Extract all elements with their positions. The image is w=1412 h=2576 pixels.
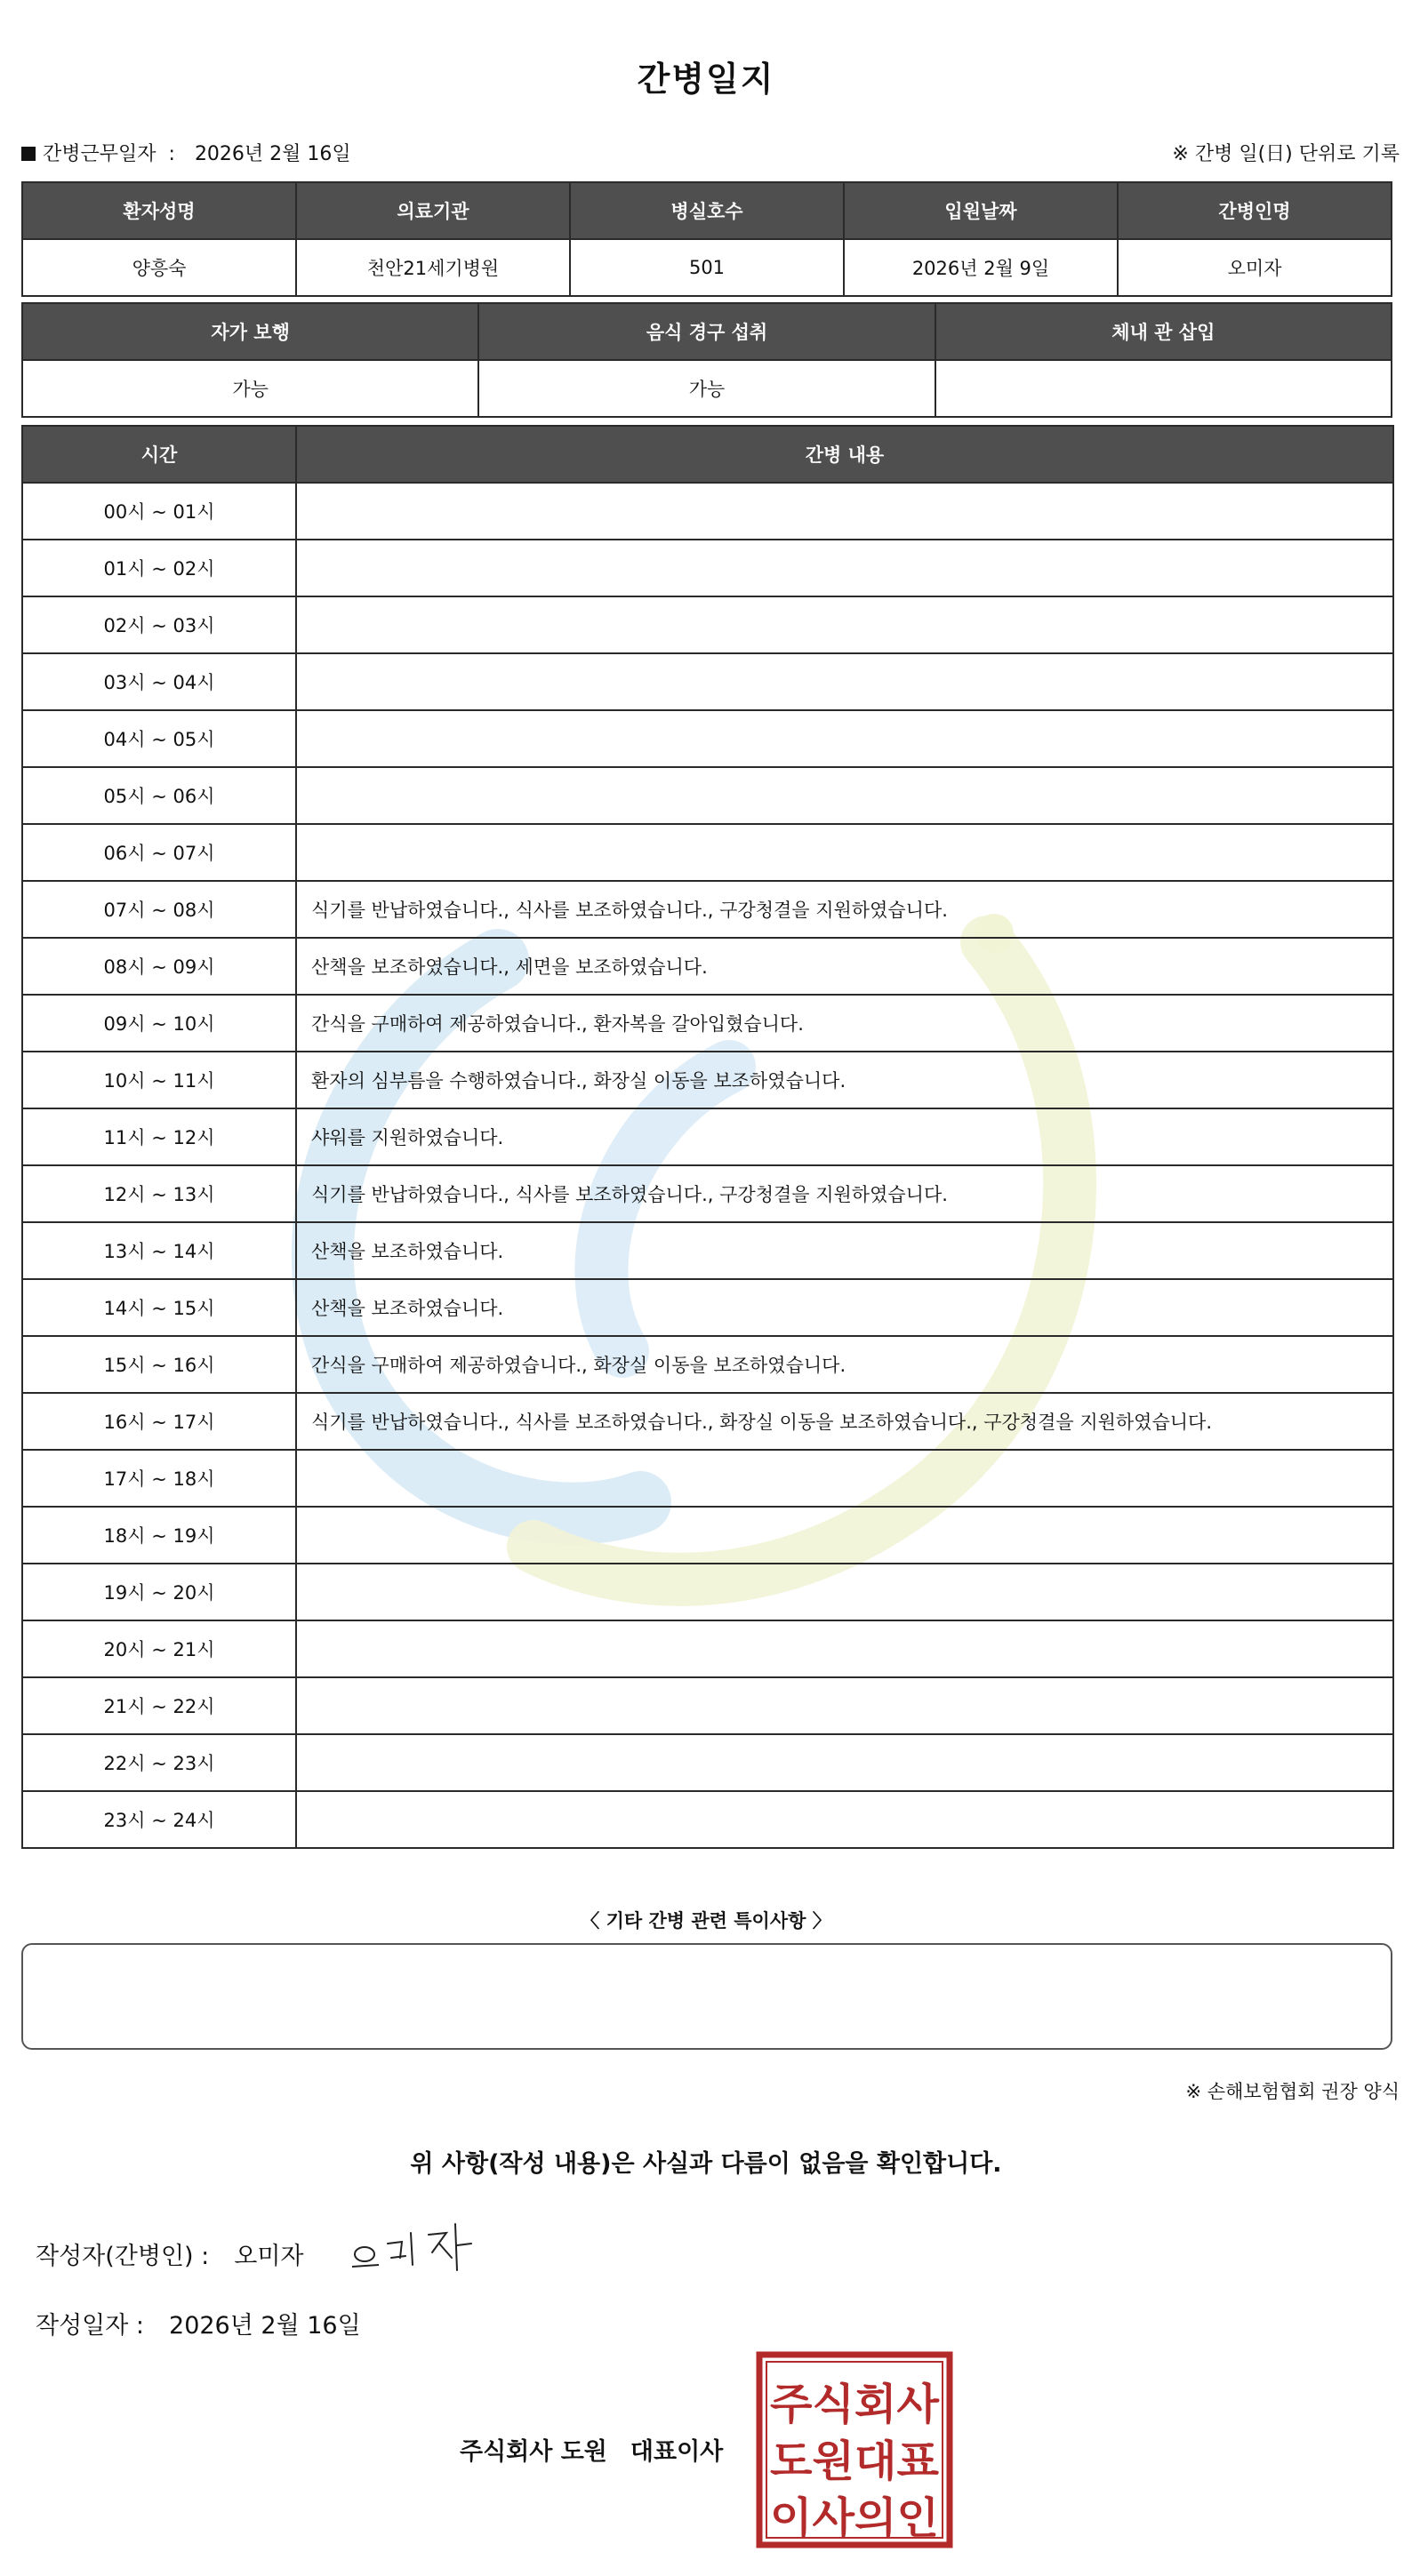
table-row [22,767,1393,824]
row-time: 20시 ~ 21시 [22,1620,296,1677]
row-care-content [296,483,1393,540]
svg-text:도원대표: 도원대표 [770,2436,940,2486]
work-date-separator: : [168,143,175,165]
table-row [22,710,1393,767]
row-care-content [296,767,1393,824]
row-care-content [296,596,1393,653]
patient-info-table [21,181,1392,297]
table-row [22,938,1393,995]
black-square-icon [21,147,36,161]
row-care-content: 산책을 보조하였습니다. [296,1279,1393,1336]
header-care-content: 간병 내용 [296,426,1393,483]
table-row [22,596,1393,653]
row-care-content [296,710,1393,767]
row-time: 11시 ~ 12시 [22,1108,296,1165]
row-care-content [296,1564,1393,1620]
company-name: 주식회사 도원 [460,2438,607,2466]
table-row [22,540,1393,596]
company-seal-stamp [756,2351,953,2548]
row-care-content [296,540,1393,596]
header-time: 시간 [22,426,296,483]
written-date-label: 작성일자 : [36,2312,145,2340]
row-time: 04시 ~ 05시 [22,710,296,767]
row-care-content: 샤워를 지원하였습니다. [296,1108,1393,1165]
row-time: 14시 ~ 15시 [22,1279,296,1336]
tube-insertion-value [935,360,1392,417]
header-oral-intake: 음식 경구 섭취 [478,303,935,360]
header-caregiver-name: 간병인명 [1118,182,1392,239]
row-care-content [296,1620,1393,1677]
recommend-note: ※ 손해보험협회 권장 양식 [1185,2081,1400,2102]
row-time: 06시 ~ 07시 [22,824,296,881]
row-care-content [296,1734,1393,1791]
table-row [22,1165,1393,1222]
work-date-label: 간병근무일자 [43,143,156,165]
confirmation-statement: 위 사항(작성 내용)은 사실과 다름이 없음을 확인합니다. [410,2150,1002,2178]
table-row [22,1279,1393,1336]
special-notes-title: 〈 기타 간병 관련 특이사항 〉 [581,1910,831,1932]
row-time: 02시 ~ 03시 [22,596,296,653]
special-notes-box [21,1943,1392,2050]
svg-text:이사의인: 이사의인 [770,2493,939,2543]
header-admission-date: 입원날짜 [844,182,1118,239]
table-row [22,1507,1393,1564]
care-log-table [21,425,1394,1849]
row-care-content: 산책을 보조하였습니다., 세면을 보조하였습니다. [296,938,1393,995]
company-ceo-title: 대표이사 [630,2438,724,2466]
row-time: 08시 ~ 09시 [22,938,296,995]
svg-text:주식회사: 주식회사 [770,2380,940,2429]
row-time: 03시 ~ 04시 [22,653,296,710]
row-care-content [296,824,1393,881]
row-care-content: 식기를 반납하였습니다., 식사를 보조하였습니다., 구강청결을 지원하였습니다. [296,881,1393,938]
hospital-name: 천안21세기병원 [296,239,570,296]
writer-name: 오미자 [234,2243,304,2270]
oral-intake-value: 가능 [478,360,935,417]
table-row [22,653,1393,710]
table-row [22,1791,1393,1848]
row-time: 21시 ~ 22시 [22,1677,296,1734]
row-time: 22시 ~ 23시 [22,1734,296,1791]
room-number: 501 [570,239,844,296]
row-time: 00시 ~ 01시 [22,483,296,540]
table-row [22,1052,1393,1108]
row-time: 10시 ~ 11시 [22,1052,296,1108]
table-row [22,1620,1393,1677]
table-row [22,995,1393,1052]
row-time: 19시 ~ 20시 [22,1564,296,1620]
row-care-content [296,1677,1393,1734]
row-care-content: 산책을 보조하였습니다. [296,1222,1393,1279]
table-row [22,1677,1393,1734]
writer-label: 작성자(간병인) : [36,2243,210,2270]
company-line [460,2432,723,2467]
work-date-line [21,139,351,166]
row-care-content [296,653,1393,710]
written-date-line [36,2306,361,2340]
row-time: 18시 ~ 19시 [22,1507,296,1564]
table-row [22,881,1393,938]
patient-name: 양흥숙 [22,239,296,296]
patient-status-table [21,302,1392,418]
row-care-content: 간식을 구매하여 제공하였습니다., 환자복을 갈아입혔습니다. [296,995,1393,1052]
row-time: 15시 ~ 16시 [22,1336,296,1393]
header-room-number: 병실호수 [570,182,844,239]
row-time: 12시 ~ 13시 [22,1165,296,1222]
written-date-value: 2026년 2월 16일 [169,2312,361,2340]
admission-date: 2026년 2월 9일 [844,239,1118,296]
row-time: 07시 ~ 08시 [22,881,296,938]
table-row [22,1393,1393,1450]
table-row [22,1336,1393,1393]
table-row [22,1734,1393,1791]
row-time: 09시 ~ 10시 [22,995,296,1052]
row-care-content [296,1791,1393,1848]
table-row [22,1222,1393,1279]
header-tube-insertion: 체내 관 삽입 [935,303,1392,360]
row-care-content [296,1450,1393,1507]
row-time: 13시 ~ 14시 [22,1222,296,1279]
row-time: 01시 ~ 02시 [22,540,296,596]
table-row [22,824,1393,881]
row-time: 17시 ~ 18시 [22,1450,296,1507]
work-date-value: 2026년 2월 16일 [194,143,351,165]
table-row [22,1450,1393,1507]
caregiver-name: 오미자 [1118,239,1392,296]
row-time: 23시 ~ 24시 [22,1791,296,1848]
writer-line [36,2236,304,2271]
row-care-content: 식기를 반납하였습니다., 식사를 보조하였습니다., 화장실 이동을 보조하였습니다., 구강청결을 지원하였습니다. [296,1393,1393,1450]
table-row [22,483,1393,540]
self-walking-value: 가능 [22,360,478,417]
row-time: 05시 ~ 06시 [22,767,296,824]
table-row [22,1564,1393,1620]
row-care-content: 식기를 반납하였습니다., 식사를 보조하였습니다., 구강청결을 지원하였습니다. [296,1165,1393,1222]
handwritten-signature [347,2212,498,2274]
document-title: 간병일지 [637,60,775,99]
row-time: 16시 ~ 17시 [22,1393,296,1450]
record-unit-note: ※ 간병 일(日) 단위로 기록 [1172,143,1400,165]
row-care-content [296,1507,1393,1564]
table-row [22,1108,1393,1165]
header-patient-name: 환자성명 [22,182,296,239]
row-care-content: 간식을 구매하여 제공하였습니다., 화장실 이동을 보조하였습니다. [296,1336,1393,1393]
header-self-walking: 자가 보행 [22,303,478,360]
row-care-content: 환자의 심부름을 수행하였습니다., 화장실 이동을 보조하였습니다. [296,1052,1393,1108]
header-hospital: 의료기관 [296,182,570,239]
care-log-rows [22,483,1393,1848]
